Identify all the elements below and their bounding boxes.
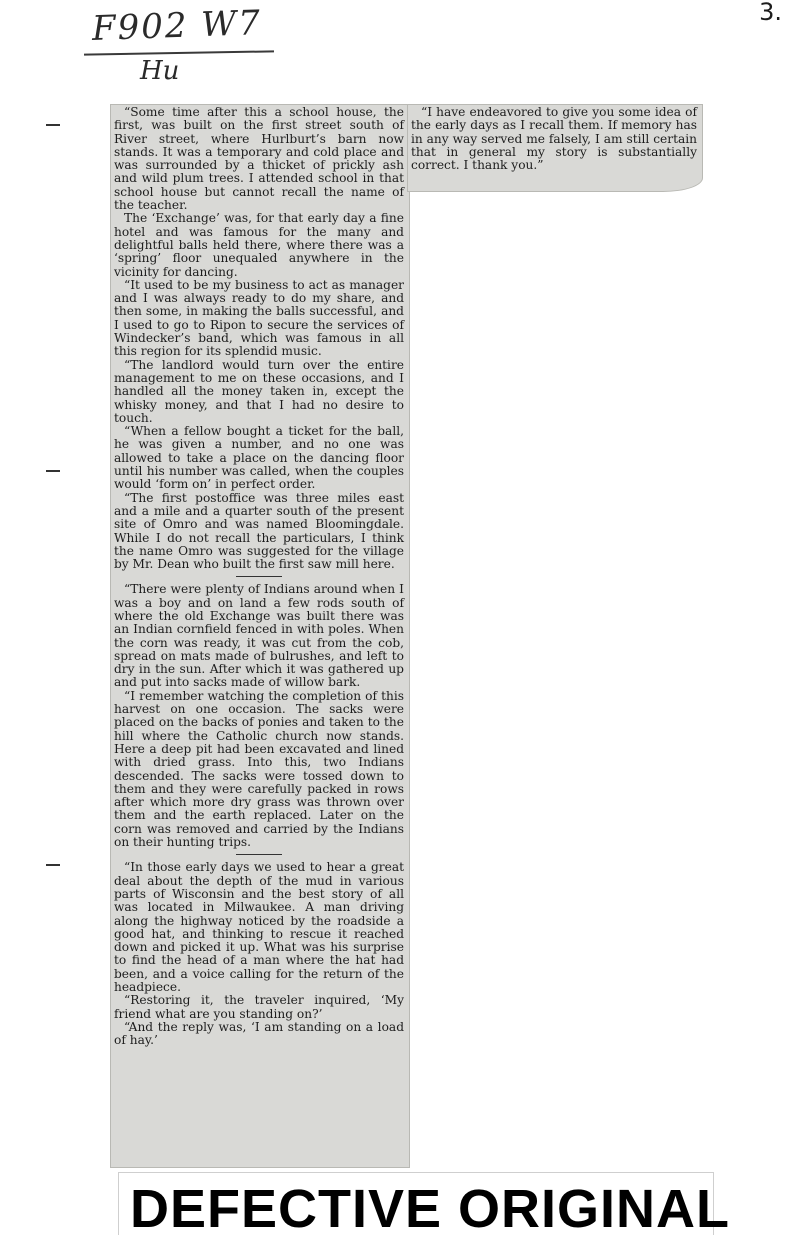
article-paragraph: “There were plenty of Indians around when I was a boy and on land a few rods south of where the old Exchange was built there was an Indian cornfield fenced in with poles. When the corn was ready, it was cut from the cob, spread on mats made of bulrushes, and left to dry in the sun. After which it was gathered up and put into sacks made of willow bark. <box>114 582 404 690</box>
article-column-left <box>114 106 404 1047</box>
article-paragraph: “Restoring it, the traveler inquired, ‘My friend what are you standing on?’ <box>114 993 404 1021</box>
article-paragraph: “I remember watching the completion of this harvest on one occasion. The sacks were placed on the backs of ponies and taken to the hill where the Catholic church now stands. Here a deep pit had been excavated and lined with dried grass. Into this, two Indians descended. The sacks were tossed down to them and they were carefully packed in rows after which more dry grass was thrown over them and the earth replaced. Later on the corn was removed and carried by the Indians on their hunting trips. <box>114 688 404 850</box>
margin-mark <box>46 864 60 866</box>
margin-mark <box>46 124 60 126</box>
initials-annotation: Hu <box>140 56 180 86</box>
article-paragraph: The ‘Exchange’ was, for that early day a fine hotel and was famous for the many and delightful balls held there, where there was a ‘spring’ floor unequaled anywhere in the vicinity for dancing. <box>114 211 404 279</box>
article-paragraph: “The first postoffice was three miles east and a mile and a quarter south of the present site of Omro and was named Bloomingdale. While I do not recall the particulars, I think the name Omro was suggested for the village by Mr. Dean who built the first saw mill here. <box>114 490 404 572</box>
article-paragraph: “Some time after this a school house, the first, was built on the first street south of River street, where Hurlburt’s barn now stands. It was a temporary and cold place and was surrounded by a thicket of prickly ash and wild plum trees. I attended school in that school house but cannot recall the name of the teacher. <box>114 105 404 213</box>
article-paragraph: “It used to be my business to act as manager and I was always ready to do my share, and then some, in making the balls successful, and I used to go to Ripon to secure the services of Windecker’s band, which was famous in all this region for its splendid music. <box>114 277 404 359</box>
article-paragraph: “I have endeavored to give you some idea of the early days as I recall them. If memory has in any way served me falsely, I am still certain that in general my story is substantially correct. I thank you.” <box>411 105 697 173</box>
article-column-right <box>411 106 697 172</box>
defective-original-label: DEFECTIVE ORIGINAL <box>130 1179 731 1239</box>
section-divider <box>236 854 282 855</box>
page-number: 3. <box>759 0 782 26</box>
call-number-annotation: F902 W7 <box>91 3 263 49</box>
article-paragraph: “The landlord would turn over the entire management to me on these occasions, and I handled all the money taken in, except the whisky money, and that I had no desire to touch. <box>114 357 404 425</box>
section-divider <box>236 576 282 577</box>
article-paragraph: “When a fellow bought a ticket for the ball, he was given a number, and no one was allowed to take a place on the dancing floor until his number was called, when the couples would ‘form on’ in perfect order. <box>114 424 404 492</box>
article-paragraph: “In those early days we used to hear a great deal about the depth of the mud in various parts of Wisconsin and the best story of all was located in Milwaukee. A man driving along the highway noticed by the roadside a good hat, and thinking to rescue it reached down and picked it up. What was his surprise to find the head of a man where the hat had been, and a voice calling for the return of the headpiece. <box>114 860 404 994</box>
annotation-underline <box>84 50 274 55</box>
article-paragraph: “And the reply was, ‘I am standing on a load of hay.’ <box>114 1019 404 1048</box>
margin-mark <box>46 470 60 472</box>
